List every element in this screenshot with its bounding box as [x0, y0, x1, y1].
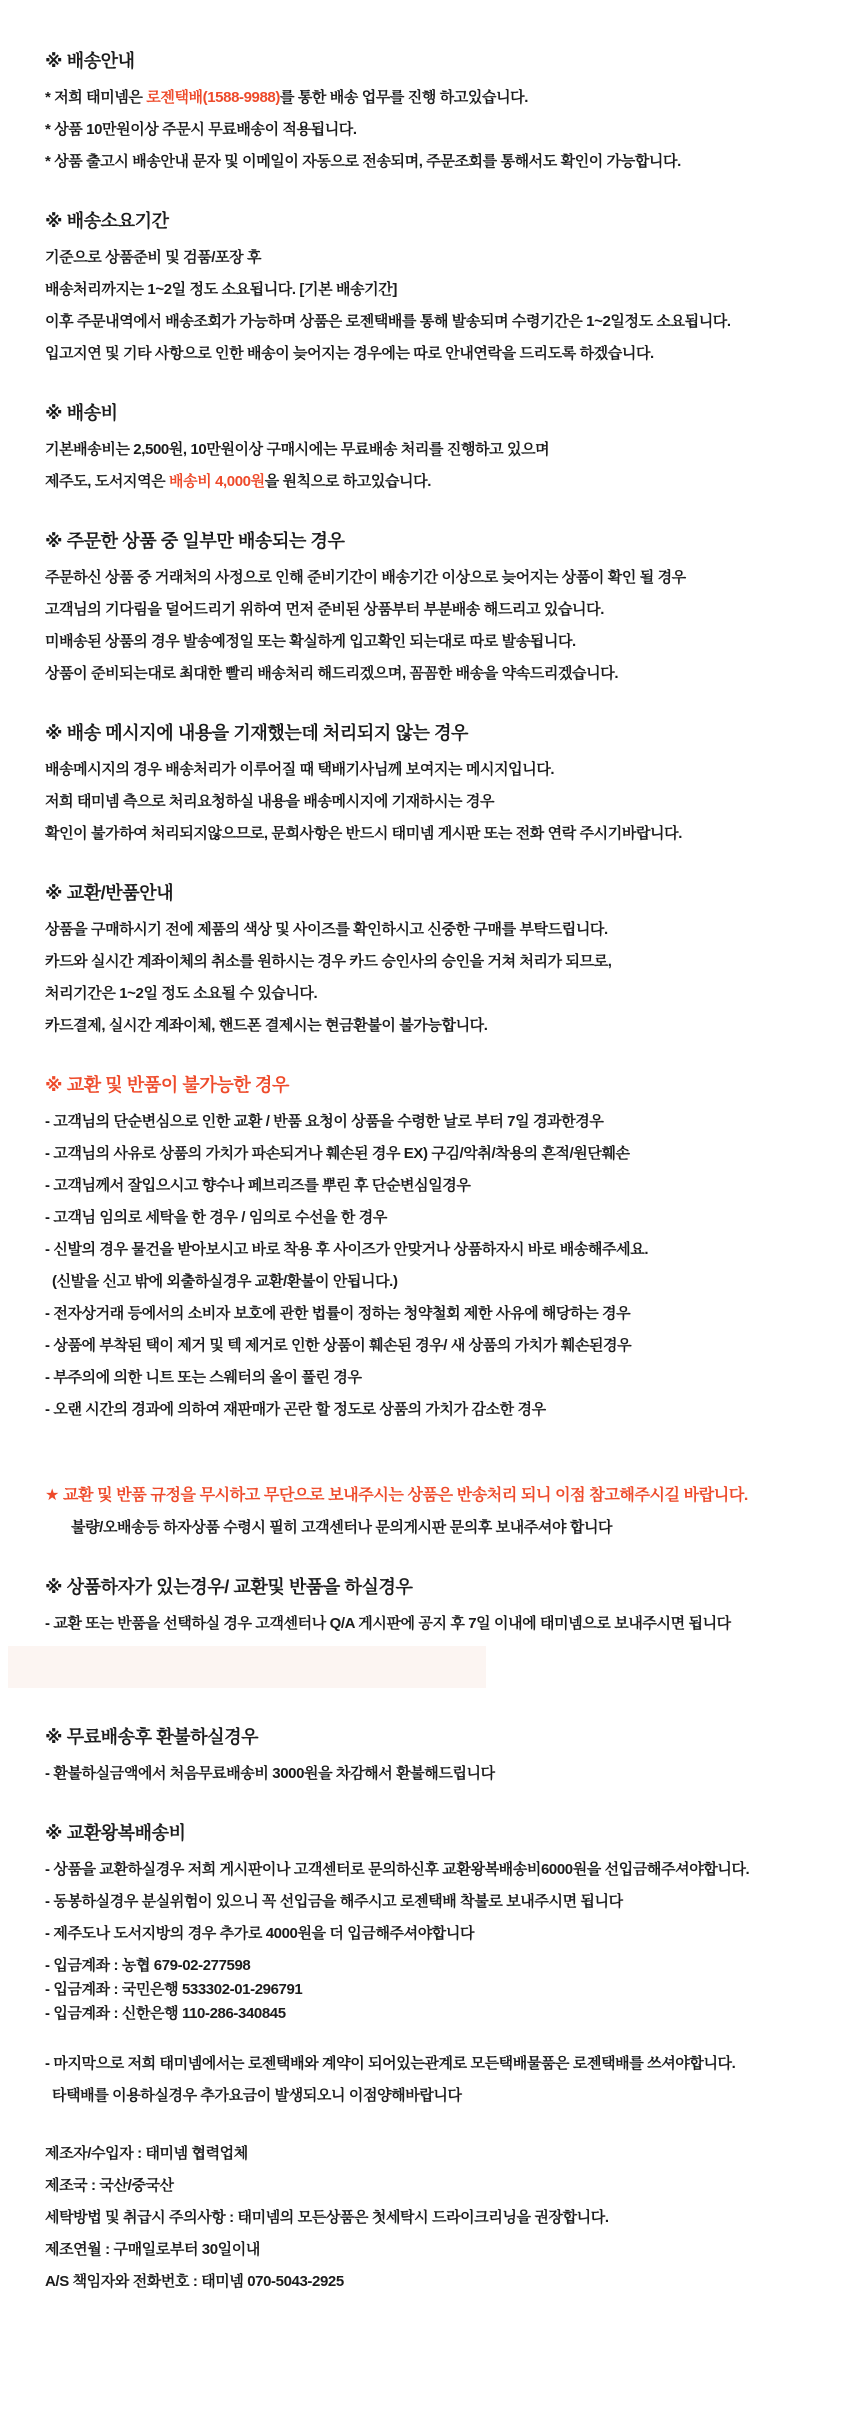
section-heading: ※ 주문한 상품 중 일부만 배송되는 경우 [45, 531, 345, 551]
text-line [45, 1518, 840, 1538]
text-segment: - 신발의 경우 물건을 받아보시고 바로 착용 후 사이즈가 안맞거나 상품하자시 바로 배송해주세요. [45, 1241, 649, 1258]
text-segment: - 고객님의 사유로 상품의 가치가 파손되거나 훼손된 경우 EX) 구김/악취/착용의 흔적/원단훼손 [45, 1145, 630, 1162]
section-shipping-fee [45, 402, 840, 492]
text-line [45, 2086, 840, 2106]
text-segment: 카드결제, 실시간 계좌이체, 핸드폰 결제시는 현금환불이 불가능합니다. [45, 1017, 488, 1034]
accent-text: 로젠택배(1588-9988) [146, 89, 280, 106]
text-line [45, 1176, 840, 1196]
text-segment: - 고객님께서 잘입으시고 향수나 페브리즈를 뿌린 후 단순변심일경우 [45, 1177, 471, 1194]
section-shipping-duration [45, 210, 840, 364]
section-heading: ※ 교환왕복배송비 [45, 1823, 186, 1843]
text-segment: - 동봉하실경우 분실위험이 있으니 꼭 선입금을 해주시고 로젠택배 착불로 보내주시면 됩니다 [45, 1893, 623, 1910]
text-line [45, 2054, 840, 2074]
bank-account-shinhan [45, 2004, 840, 2024]
text-line [45, 1400, 840, 1420]
bank-account-nh [45, 1956, 840, 1976]
section-exchange-return-impossible [45, 1074, 840, 1420]
text-segment: - 제주도나 도서지방의 경우 추가로 4000원을 더 입금해주셔야합니다 [45, 1925, 475, 1942]
section-heading: ※ 배송안내 [45, 51, 135, 71]
text-segment: - 입금계좌 : 국민은행 533302-01-296791 [45, 1981, 303, 1998]
section-exchange-roundtrip-fee [45, 1822, 840, 2106]
section-heading: ※ 배송소요기간 [45, 211, 169, 231]
text-line [45, 792, 840, 812]
text-segment: 처리기간은 1~2일 정도 소요될 수 있습니다. [45, 985, 318, 1002]
text-segment: - 오랜 시간의 경과에 의하여 재판매가 곤란 할 정도로 상품의 가치가 감소한 경우 [45, 1401, 546, 1418]
section-heading: ※ 교환 및 반품이 불가능한 경우 [45, 1075, 289, 1095]
text-segment: (신발을 신고 밖에 외출하실경우 교환/환불이 안됩니다.) [52, 1273, 398, 1290]
text-line [45, 1016, 840, 1036]
section-heading: ※ 배송 메시지에 내용을 기재했는데 처리되지 않는 경우 [45, 723, 469, 743]
text-segment: 미배송된 상품의 경우 발송예정일 또는 확실하게 입고확인 되는대로 따로 발송됩니다. [45, 633, 576, 650]
text-segment: 제조국 : 국산/중국산 [45, 2177, 174, 2194]
bank-account-kb [45, 1980, 840, 2000]
text-segment: * 상품 10만원이상 주문시 무료배송이 적용됩니다. [45, 121, 357, 138]
text-segment: - 입금계좌 : 농협 679-02-277598 [45, 1957, 251, 1974]
text-segment: 배송처리까지는 1~2일 정도 소요됩니다. [기본 배송기간] [45, 281, 397, 298]
text-line [45, 1336, 840, 1356]
text-line [45, 1924, 840, 1944]
text-segment: 주문하신 상품 중 거래처의 사정으로 인해 준비기간이 배송기간 이상으로 늦어지는 상품이 확인 될 경우 [45, 569, 686, 586]
section-exchange-return-guide [45, 882, 840, 1036]
text-line [45, 1208, 840, 1228]
text-segment: 기본배송비는 2,500원, 10만원이상 구매시에는 무료배송 처리를 진행하고 있으며 [45, 441, 550, 458]
text-segment: 세탁방법 및 취급시 주의사항 : 태미넴의 모든상품은 첫세탁시 드라이크리닝을 권장합니다. [45, 2209, 609, 2226]
text-line [45, 984, 840, 1004]
section-heading: ※ 교환/반품안내 [45, 883, 174, 903]
text-segment: 불량/오배송등 하자상품 수령시 필히 고객센터나 문의게시판 문의후 보내주셔야 합니다 [71, 1519, 613, 1536]
text-line [45, 1368, 840, 1388]
text-line [45, 920, 840, 940]
text-segment: - 상품을 교환하실경우 저희 게시판이나 고객센터로 문의하신후 교환왕복배송비6000원을 선입금해주셔야합니다. [45, 1861, 750, 1878]
text-line [45, 344, 840, 364]
text-line [45, 952, 840, 972]
text-line [45, 568, 840, 588]
text-line [45, 280, 840, 300]
text-line [45, 1272, 840, 1292]
manufacturer-line [45, 2144, 840, 2164]
text-segment: A/S 책임자와 전화번호 : 태미넴 070-5043-2925 [45, 2273, 344, 2290]
text-segment: * 상품 출고시 배송안내 문자 및 이메일이 자동으로 전송되며, 주문조회를 통해서도 확인이 가능합니다. [45, 153, 681, 170]
section-delivery-message [45, 722, 840, 844]
text-segment: - 고객님의 단순변심으로 인한 교환 / 반품 요청이 상품을 수령한 날로 부터 7일 경과한경우 [45, 1113, 604, 1130]
text-line [45, 1486, 840, 1506]
text-line [45, 1112, 840, 1132]
text-segment: 을 원칙으로 하고있습니다. [264, 473, 431, 490]
text-segment: 입고지연 및 기타 사항으로 인한 배송이 늦어지는 경우에는 따로 안내연락을 드리도록 하겠습니다. [45, 345, 654, 362]
text-segment: - 고객님 임의로 세탁을 한 경우 / 임의로 수선을 한 경우 [45, 1209, 387, 1226]
text-line [45, 760, 840, 780]
section-heading: ※ 배송비 [45, 403, 118, 423]
text-segment: 상품을 구매하시기 전에 제품의 색상 및 사이즈를 확인하시고 신중한 구매를 부탁드립니다. [45, 921, 608, 938]
text-line [45, 472, 840, 492]
origin-line [45, 2176, 840, 2196]
text-line [45, 440, 840, 460]
section-partial-shipping [45, 530, 840, 684]
section-defect-exchange-return [45, 1576, 840, 1688]
text-line [45, 1892, 840, 1912]
section-return-warning [45, 1486, 840, 1538]
text-line [45, 664, 840, 684]
text-line [45, 632, 840, 652]
text-line [45, 88, 840, 108]
text-line [45, 152, 840, 172]
accent-text: 배송비 4,000원 [169, 473, 265, 490]
text-line [45, 1614, 840, 1634]
text-segment: 타택배를 이용하실경우 추가요금이 발생되오니 이점양해바랍니다 [52, 2087, 462, 2104]
text-segment: - 부주의에 의한 니트 또는 스웨터의 올이 풀린 경우 [45, 1369, 362, 1386]
text-line [45, 248, 840, 268]
text-segment: * 저희 태미넴은 [45, 89, 147, 106]
text-line [45, 824, 840, 844]
text-line [45, 312, 840, 332]
text-segment: 제조연월 : 구매일로부터 30일이내 [45, 2241, 260, 2258]
accent-text: ★ 교환 및 반품 규정을 무시하고 무단으로 보내주시는 상품은 반송처리 되니 이점 참고해주시길 바랍니다. [45, 1487, 748, 1504]
text-line [45, 1860, 840, 1880]
text-segment: 카드와 실시간 계좌이체의 취소를 원하시는 경우 카드 승인사의 승인을 거쳐 처리가 되므로, [45, 953, 612, 970]
text-line [45, 1304, 840, 1324]
text-segment: - 입금계좌 : 신한은행 110-286-340845 [45, 2005, 286, 2022]
text-segment: 기준으로 상품준비 및 검품/포장 후 [45, 249, 262, 266]
section-shipping-guide [45, 50, 840, 172]
text-segment: - 환불하실금액에서 처음무료배송비 3000원을 차감해서 환불해드립니다 [45, 1765, 495, 1782]
text-segment: 상품이 준비되는대로 최대한 빨리 배송처리 해드리겠으며, 꼼꼼한 배송을 약속드리겠습니다. [45, 665, 619, 682]
highlight-block [8, 1646, 486, 1688]
text-segment: 이후 주문내역에서 배송조회가 가능하며 상품은 로젠택배를 통해 발송되며 수령기간은 1~2일정도 소요됩니다. [45, 313, 731, 330]
text-segment: - 교환 또는 반품을 선택하실 경우 고객센터나 Q/A 게시판에 공지 후 7일 이내에 태미넴으로 보내주시면 됩니다 [45, 1615, 731, 1632]
text-segment: - 전자상거래 등에서의 소비자 보호에 관한 법률이 정하는 청약철회 제한 사유에 해당하는 경우 [45, 1305, 631, 1322]
as-contact-line [45, 2272, 840, 2292]
section-free-shipping-refund [45, 1726, 840, 1784]
text-line [45, 1764, 840, 1784]
text-segment: 배송메시지의 경우 배송처리가 이루어질 때 택배기사님께 보여지는 메시지입니다. [45, 761, 555, 778]
text-segment: - 상품에 부착된 택이 제거 및 텍 제거로 인한 상품이 훼손된 경우/ 새 상품의 가치가 훼손된경우 [45, 1337, 632, 1354]
text-segment: 제조자/수입자 : 태미넴 협력업체 [45, 2145, 248, 2162]
text-segment: 확인이 불가하여 처리되지않으므로, 문희사항은 반드시 태미넴 게시판 또는 전화 연락 주시기바랍니다. [45, 825, 682, 842]
text-line [45, 600, 840, 620]
text-line [45, 120, 840, 140]
text-segment: 제주도, 도서지역은 [45, 473, 170, 490]
section-product-info-footer [45, 2144, 840, 2292]
text-segment: 저희 태미넴 측으로 처리요청하실 내용을 배송메시지에 기재하시는 경우 [45, 793, 495, 810]
text-line [45, 1240, 840, 1260]
section-heading: ※ 상품하자가 있는경우/ 교환및 반품을 하실경우 [45, 1577, 413, 1597]
section-heading: ※ 무료배송후 환불하실경우 [45, 1727, 259, 1747]
date-line [45, 2240, 840, 2260]
text-segment: 고객님의 기다림을 덜어드리기 위하여 먼저 준비된 상품부터 부분배송 해드리고 있습니다. [45, 601, 605, 618]
text-segment: - 마지막으로 저희 태미넴에서는 로젠택배와 계약이 되어있는관계로 모든택배물품은 로젠택배를 쓰셔야합니다. [45, 2055, 736, 2072]
text-line [45, 1144, 840, 1164]
care-line [45, 2208, 840, 2228]
text-segment: 를 통한 배송 업무를 진행 하고있습니다. [279, 89, 529, 106]
